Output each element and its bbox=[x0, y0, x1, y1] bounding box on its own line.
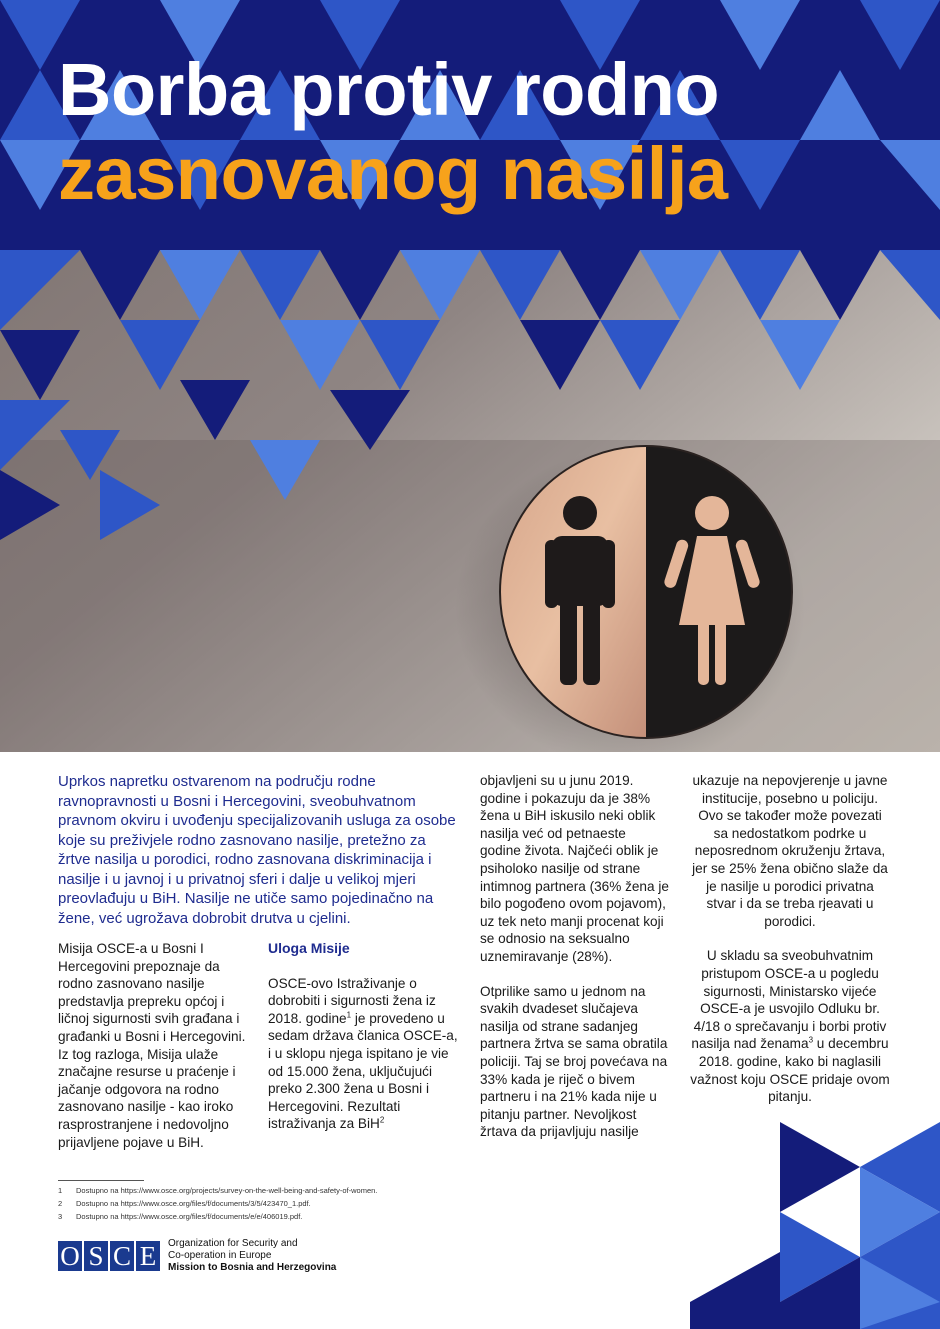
lead-paragraph: Uprkos napretku ostvarenom na području rodne ravnopravnosti u Bosni i Hercegovini, sveobuhvatnom pravnom okviru i uvođenju specijalizovanih usluga za osobe koje su preživjele rodno zasnovano nasilje, pretežno za žrtve nasilja u porodici, rodno zasnovana diskriminacija i nasilje i u javnoj i u privatnoj sferi i dalje u velikoj mjeri preovlađuju u BiH. Nasilje ne utiče samo pojedinačno na žene, već ugrožava dobrobit drutva u cjelini. bbox=[58, 773, 456, 927]
footnote: 3 Dostupno na https://www.osce.org/files/f/documents/e/e/406019.pdf. bbox=[58, 1212, 303, 1221]
column-2-text-a: OSCE-ovo Istraživanje o dobrobiti i sigurnosti žena iz 2018. godine bbox=[268, 975, 436, 1026]
footnotes bbox=[58, 1184, 658, 1223]
column-1-paragraph: Misija OSCE-a u Bosni I Hercegovini prepoznaje da rodno zasnovano nasilje predstavlja prepreku općoj i ličnoj sigurnosti svih građana i građanki u Bosni i Hercegovini. Iz tog razloga, Misija ulaže značajne resurse u praćenje i jačanje odgovora na rodno zasnovano nasilje - kao iroko rasprostranjene i nedovoljno prijavljene pojave u BiH. bbox=[58, 941, 246, 1150]
column-2 bbox=[268, 940, 458, 1150]
column-4 bbox=[690, 772, 890, 1123]
restroom-sign bbox=[500, 446, 792, 738]
column-2-paragraph bbox=[268, 975, 458, 1133]
footnote-divider bbox=[58, 1180, 144, 1181]
footnote-ref-3: 3 bbox=[808, 1035, 814, 1045]
footnote: 2 Dostupno na https://www.osce.org/files/f/documents/3/5/423470_1.pdf. bbox=[58, 1199, 311, 1208]
column-1 bbox=[58, 940, 248, 1168]
footnote-ref-2: 2 bbox=[379, 1115, 385, 1125]
footnote-ref-1: 1 bbox=[346, 1010, 352, 1020]
footnote: 1 Dostupno na https://www.osce.org/projects/survey-on-the-well-being-and-safety-of-women. bbox=[58, 1186, 378, 1195]
column-4-text-a: U skladu sa sveobuhvatnim pristupom OSCE-a u pogledu sigurnosti, Ministarsko vijeće OSCE-a je usvojilo Odluku br. 4/18 o sprečavanju i borbi protiv nasilja nad ženama bbox=[691, 948, 887, 1052]
section-heading: Uloga Misije bbox=[268, 940, 350, 956]
column-3 bbox=[480, 772, 670, 1158]
title-line-1: Borba protiv rodno bbox=[58, 48, 720, 131]
column-2-text-b: je provedeno u sedam država članica OSCE-a, i u sklopu njega ispitano je vie od 15.000 žena, uključujući preko 2.300 žena u Bosni i Hercegovini. Rezultati istraživanja za BiH bbox=[268, 1010, 458, 1132]
osce-logo bbox=[58, 1236, 336, 1276]
page-title bbox=[58, 48, 728, 216]
column-4-text-b: u decembru 2018. godine, kako bi naglasili važnost koju OSCE pridaje ovom pitanju. bbox=[690, 1036, 890, 1105]
column-3-paragraph-2: Otprilike samo u jednom na svakih dvadeset slučajeva nasilja od strane sadanjeg partnera žrtva se sama obratila policiji. Taj se broj povećava na 33% kada je riječ o bivem partneru i na 21% kada nije u pitanju partner. Nevoljkost žrtava da prijavljuju nasilje bbox=[480, 983, 668, 1140]
column-4-paragraph-1: ukazuje na nepovjerenje u javne institucije, posebno u policiju. Ovo se također može povezati sa nedostatkom podrke u neposrednom okruženju žrtava, jer se 25% žena obično slaže da je nasilje u porodici privatna stvar i da se treba rjeavati u porodici. bbox=[692, 773, 888, 929]
column-4-paragraph-2 bbox=[690, 947, 890, 1105]
title-line-2: zasnovanog nasilja bbox=[58, 132, 728, 215]
osce-logo-text: Organization for Security and Co-operation in Europe Mission to Bosnia and Herzegovina bbox=[168, 1238, 337, 1273]
osce-logo-mark: O S C E bbox=[58, 1241, 160, 1271]
corner-triangles bbox=[690, 1122, 940, 1329]
column-3-paragraph-1: objavljeni su u junu 2019. godine i pokazuju da je 38% žena u BiH iskusilo neki oblik nasilja već od petnaeste godine života. Najčeći oblik je psiholoko nasilje od strane intimnog partnera (36% žena je bilo pogođeno ovom pojavom), uz tek neto manji procenat koji se odnosio na seksualno uznemiravanje (28%). bbox=[480, 773, 669, 964]
